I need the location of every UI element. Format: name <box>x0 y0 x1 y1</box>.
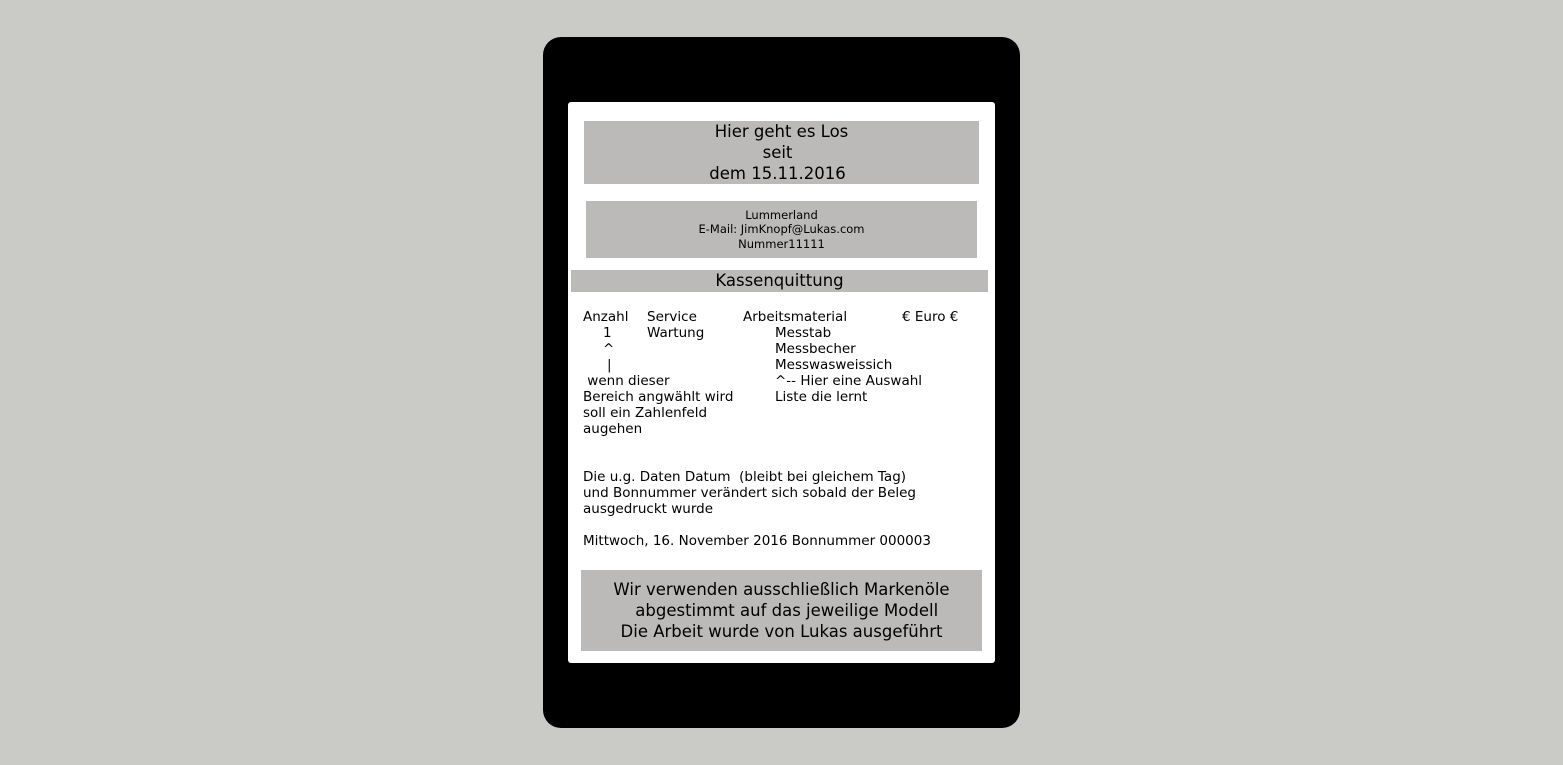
caret-marker: ^ <box>603 341 615 357</box>
date-note-line: Die u.g. Daten Datum (bleibt bei gleichem Tag) <box>583 469 907 485</box>
header-line-3: dem 15.11.2016 <box>709 164 846 183</box>
shop-name: Lummerland <box>745 207 818 222</box>
service-value[interactable]: Wartung <box>647 325 705 341</box>
quantity-note-line: wenn dieser <box>583 373 670 389</box>
material-item[interactable]: Messtab <box>775 325 832 341</box>
header-line-1: Hier geht es Los <box>714 122 849 141</box>
date-note-line: ausgedruckt wurde <box>583 501 714 517</box>
column-header-arbeitsmaterial: Arbeitsmaterial <box>743 309 848 325</box>
column-header-euro: € Euro € <box>902 309 959 325</box>
column-header-service: Service <box>647 309 697 325</box>
material-item[interactable]: Messbecher <box>775 341 856 357</box>
footer-line-2: abgestimmt auf das jeweilige Modell <box>624 601 939 620</box>
footer-line-3: Die Arbeit wurde von Lukas ausgeführt <box>620 622 943 641</box>
pipe-marker: | <box>607 357 612 373</box>
material-note-line: ^-- Hier eine Auswahl <box>775 373 923 389</box>
shop-number: Nummer11111 <box>738 236 825 251</box>
quantity-field[interactable]: 1 <box>603 325 612 341</box>
date-note-line: und Bonnummer verändert sich sobald der Beleg <box>583 485 917 501</box>
column-header-anzahl: Anzahl <box>583 309 629 325</box>
address-block <box>586 201 977 258</box>
header-banner <box>584 121 979 184</box>
date-receipt-number: Mittwoch, 16. November 2016 Bonnummer 000003 <box>583 533 931 549</box>
footer-banner <box>581 570 982 651</box>
header-line-2: seit <box>762 143 793 162</box>
quantity-note-line: soll ein Zahlenfeld <box>583 405 708 421</box>
footer-line-1: Wir verwenden ausschließlich Markenöle <box>613 580 950 599</box>
shop-email: E-Mail: JimKnopf@Lukas.com <box>698 222 865 237</box>
material-note-line: Liste die lernt <box>775 389 868 405</box>
receipt-title: Kassenquittung <box>571 270 988 292</box>
material-item[interactable]: Messwasweissich <box>775 357 893 373</box>
quantity-note-line: augehen <box>583 421 643 437</box>
quantity-note-line: Bereich angwählt wird <box>583 389 734 405</box>
